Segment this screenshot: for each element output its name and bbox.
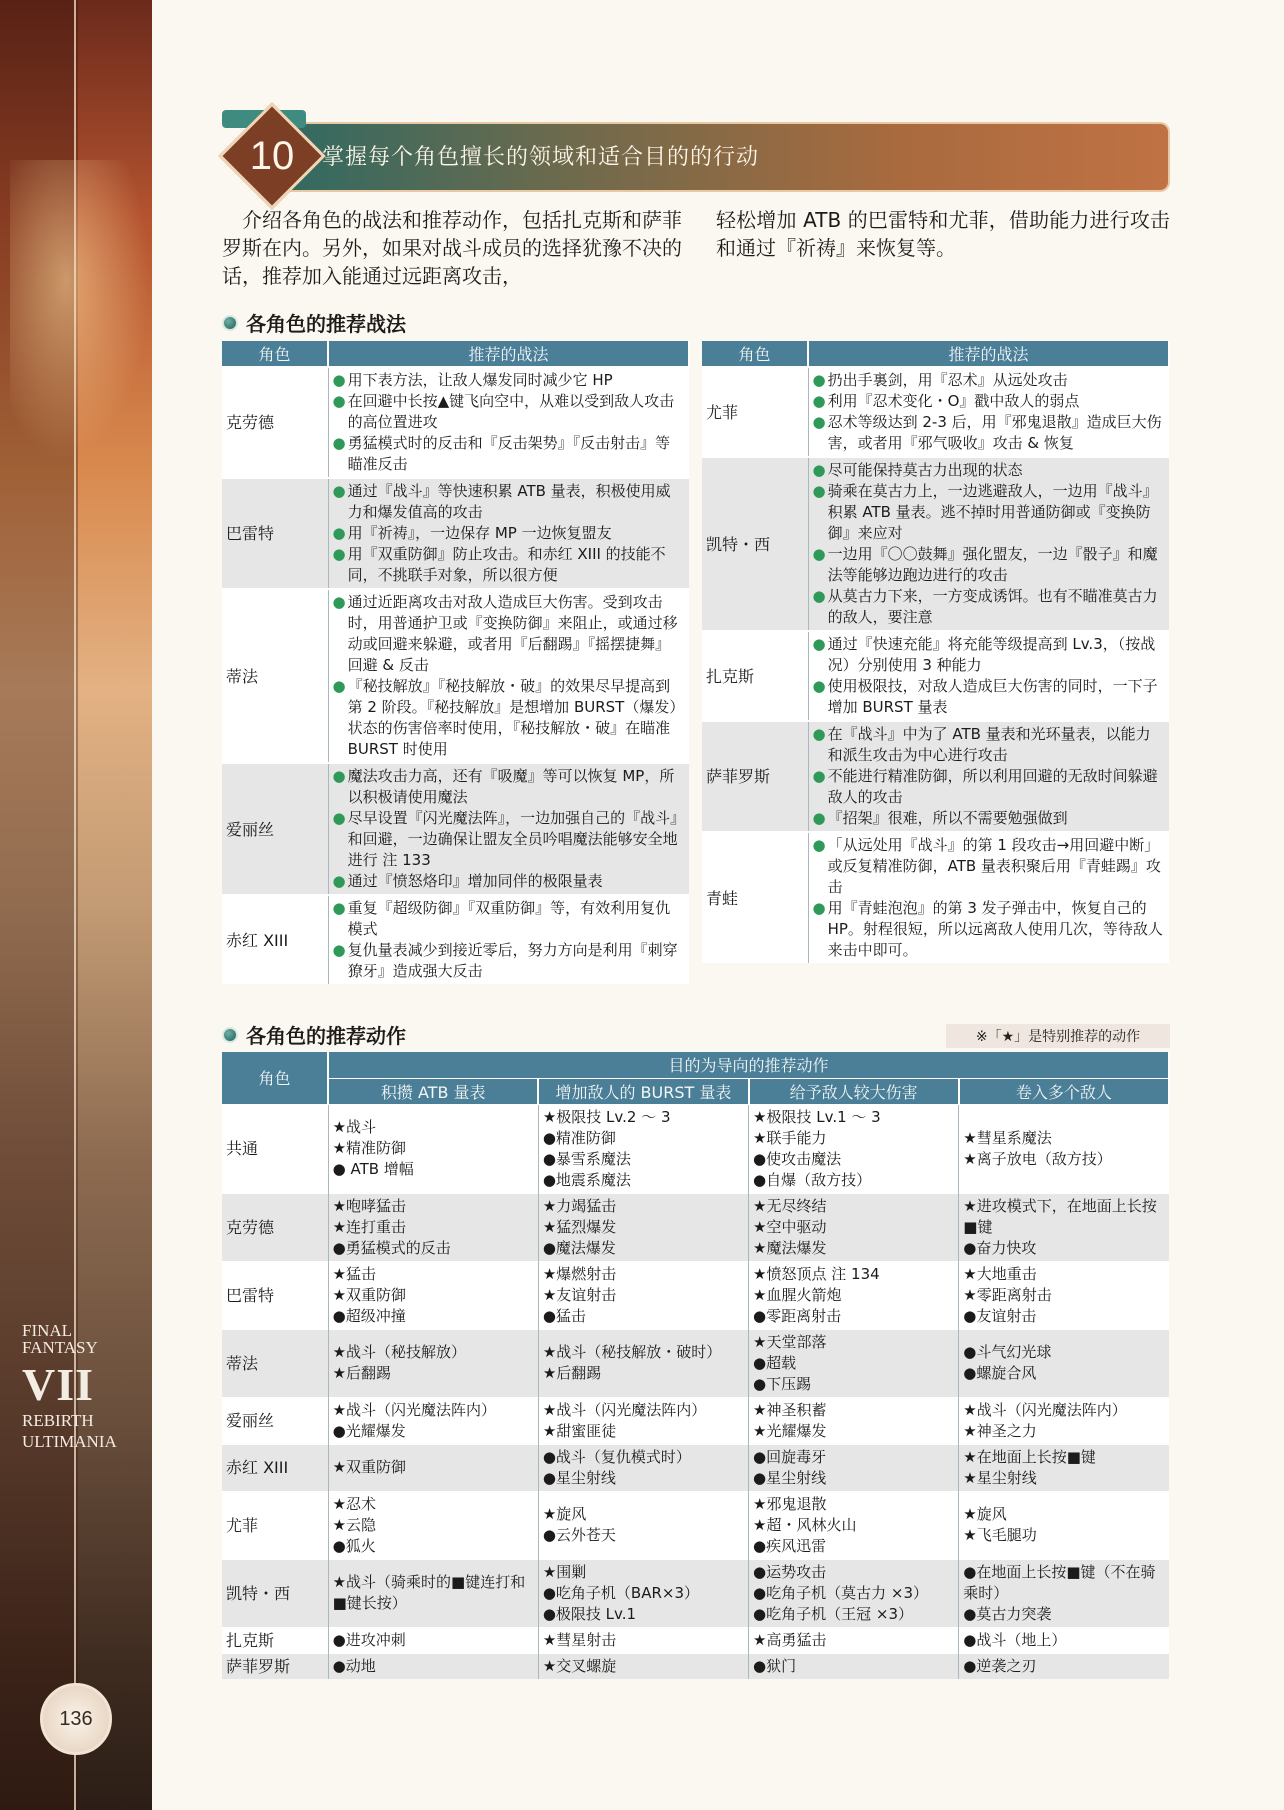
bullet-icon: ● [332, 434, 346, 452]
role-name: 克劳德 [222, 1193, 328, 1261]
bullet-icon: ● [812, 392, 826, 410]
action-cell: ★进攻模式下，在地面上长按■键 ●奋力快攻 [959, 1193, 1169, 1261]
action-cell: ●斗气幻光球 ●螺旋合风 [959, 1329, 1169, 1397]
tactic-item [813, 586, 1166, 628]
col-role: 角色 [222, 341, 328, 367]
table-row [702, 721, 1169, 832]
action-cell: ★忍术 ★云隐 ●狐火 [328, 1491, 538, 1559]
tactic-item [333, 676, 686, 760]
table-row [222, 367, 689, 478]
actions-heading-text: 各角色的推荐动作 [246, 1024, 406, 1048]
table-row [222, 1627, 1169, 1653]
tactic-text: 勇猛模式时的反击和『反击架势』『反击射击』等瞄准反击 [347, 434, 671, 473]
tactic-text: 复仇量表减少到接近零后，努力方向是利用『刺穿獠牙』造成强大反击 [347, 941, 678, 980]
tactic-text: 在『战斗』中为了 ATB 量表和光环量表，以能力和派生攻击为中心进行攻击 [827, 725, 1151, 764]
table-row [222, 895, 689, 984]
action-cell: ●逆袭之刃 [959, 1653, 1169, 1679]
action-cell: ●战斗（地上） [959, 1627, 1169, 1653]
bullet-icon: ● [332, 899, 346, 917]
action-cell: ★神圣积蓄 ★光耀爆发 [749, 1397, 959, 1444]
bullet-icon: ● [332, 593, 346, 611]
action-cell: ★高勇猛击 [749, 1627, 959, 1653]
action-cell: ★双重防御 [328, 1444, 538, 1491]
tactic-cell [328, 589, 689, 763]
section-number: 10 [249, 134, 295, 178]
bullet-icon: ● [332, 545, 346, 563]
bullet-icon [222, 315, 238, 331]
col-multi: 卷入多个敌人 [959, 1078, 1169, 1104]
bullet-icon: ● [332, 941, 346, 959]
role-name: 凯特・西 [702, 457, 808, 631]
role-name: 扎克斯 [222, 1627, 328, 1653]
action-cell: ★彗星系魔法 ★离子放电（敌方技） [959, 1104, 1169, 1193]
bullet-icon: ● [812, 809, 826, 827]
action-cell: ★战斗（秘技解放） ★后翻踢 [328, 1329, 538, 1397]
action-cell: ★旋风 ●云外苍天 [538, 1491, 748, 1559]
tactic-text: 从莫古力下来，一方变成诱饵。也有不瞄准莫古力的敌人，要注意 [827, 587, 1158, 626]
table-row [222, 1653, 1169, 1679]
actions-heading [222, 1020, 406, 1049]
tactic-cell [328, 367, 689, 478]
action-cell: ●在地面上长按■键（不在骑乘时） ●莫古力突袭 [959, 1559, 1169, 1627]
bullet-icon: ● [332, 371, 346, 389]
bullet-icon: ● [812, 587, 826, 605]
bullet-icon: ● [812, 899, 826, 917]
action-cell: ●进攻冲刺 [328, 1627, 538, 1653]
action-cell: ★猛击 ★双重防御 ●超级冲撞 [328, 1261, 538, 1329]
role-name: 共通 [222, 1104, 328, 1193]
role-name: 萨菲罗斯 [222, 1653, 328, 1679]
tactic-item [813, 898, 1166, 961]
col-burst: 增加敌人的 BURST 量表 [538, 1078, 748, 1104]
action-cell: ★战斗（闪光魔法阵内） ★神圣之力 [959, 1397, 1169, 1444]
action-cell: ★无尽终结 ★空中驱动 ★魔法爆发 [749, 1193, 959, 1261]
bullet-icon: ● [332, 524, 346, 542]
tactic-text: 扔出手裏剑，用『忍术』从远处攻击 [827, 371, 1068, 389]
tactic-text: 「从远处用『战斗』的第 1 段攻击→用回避中断」或反复精准防御，ATB 量表积聚后用『青蛙踢』攻击 [827, 836, 1161, 896]
bullet-icon: ● [332, 872, 346, 890]
bullet-icon: ● [812, 767, 826, 785]
tactic-item [813, 412, 1166, 454]
tactic-text: 通过『战斗』等快速积累 ATB 量表，积极使用威力和爆发值高的攻击 [347, 482, 671, 521]
role-name: 凯特・西 [222, 1559, 328, 1627]
bullet-icon: ● [332, 677, 346, 695]
role-name: 爱丽丝 [222, 1397, 328, 1444]
action-cell: ★在地面上长按■键 ★星尘射线 [959, 1444, 1169, 1491]
table-row [222, 1397, 1169, 1444]
col-role: 角色 [222, 1052, 328, 1104]
tactic-text: 用『双重防御』防止攻击。和赤红 XIII 的技能不同，不挑联手对象，所以很方便 [347, 545, 666, 584]
table-row [222, 763, 689, 895]
role-name: 赤红 XIII [222, 895, 328, 984]
role-name: 蒂法 [222, 589, 328, 763]
action-cell: ★战斗 ★精准防御 ● ATB 增幅 [328, 1104, 538, 1193]
bullet-icon: ● [332, 482, 346, 500]
action-cell: ●战斗（复仇模式时） ●星尘射线 [538, 1444, 748, 1491]
actions-table [222, 1052, 1170, 1679]
tactic-item [333, 871, 686, 892]
logo-line-1: FINAL FANTASY [22, 1321, 98, 1357]
role-name: 尤菲 [702, 367, 808, 457]
tactic-text: 尽可能保持莫古力出现的状态 [827, 461, 1023, 479]
tactic-cell [328, 895, 689, 984]
tactic-cell [808, 367, 1169, 457]
tactic-text: 忍术等级达到 2-3 后，用『邪鬼退散』造成巨大伤害，或者用『邪气吸收』攻击 & 恢复 [827, 413, 1162, 452]
action-cell: ●狱门 [749, 1653, 959, 1679]
page-number: 136 [40, 1683, 112, 1755]
action-cell: ★战斗（闪光魔法阵内） ●光耀爆发 [328, 1397, 538, 1444]
table-row [222, 1261, 1169, 1329]
tactic-cell [808, 832, 1169, 963]
tactic-text: 一边用『〇〇鼓舞』强化盟友，一边『骰子』和魔法等能够边跑边进行的攻击 [827, 545, 1158, 584]
table-row [222, 1491, 1169, 1559]
bullet-icon: ● [812, 677, 826, 695]
tactic-cell [328, 763, 689, 895]
tactic-item [813, 544, 1166, 586]
intro-left: 介绍各角色的战法和推荐动作，包括扎克斯和萨菲罗斯在内。另外，如果对战斗成员的选择犹豫不决的话，推荐加入能通过远距离攻击， [222, 208, 682, 288]
col-tactic: 推荐的战法 [328, 341, 689, 367]
tactic-item [333, 898, 686, 940]
role-name: 尤菲 [222, 1491, 328, 1559]
tactic-item [813, 724, 1166, 766]
role-name: 蒂法 [222, 1329, 328, 1397]
bullet-icon: ● [812, 482, 826, 500]
bullet-icon: ● [812, 413, 826, 431]
tactic-item [813, 481, 1166, 544]
tactic-text: 重复『超级防御』『双重防御』等，有效利用复仇模式 [347, 899, 671, 938]
role-name: 青蛙 [702, 832, 808, 963]
tactic-item [813, 391, 1166, 412]
table-row [222, 1104, 1169, 1193]
tactic-item [813, 835, 1166, 898]
tactic-item [333, 808, 686, 871]
tactic-item [333, 433, 686, 475]
tactic-cell [808, 457, 1169, 631]
tactic-item [813, 766, 1166, 808]
tactic-text: 用『祈祷』，一边保存 MP 一边恢复盟友 [347, 524, 612, 542]
tactics-table-right [702, 341, 1170, 963]
table-row [222, 1193, 1169, 1261]
tactic-text: 尽早设置『闪光魔法阵』，一边加强自己的『战斗』和回避，一边确保让盟友全员吟唱魔法能够安全地进行 注 133 [347, 809, 678, 869]
star-note: ※「★」是特别推荐的动作 [946, 1024, 1170, 1048]
table-row [222, 589, 689, 763]
bullet-icon: ● [812, 371, 826, 389]
action-cell: ★战斗（闪光魔法阵内） ★甜蜜匪徒 [538, 1397, 748, 1444]
col-damage: 给予敌人较大伤害 [749, 1078, 959, 1104]
action-cell: ★交叉螺旋 [538, 1653, 748, 1679]
action-cell: ★彗星射击 [538, 1627, 748, 1653]
decorative-sidebar [0, 0, 152, 1810]
tactic-text: 通过『快速充能』将充能等级提高到 Lv.3，（按战况）分别使用 3 种能力 [827, 635, 1156, 674]
intro-right: 轻松增加 ATB 的巴雷特和尤菲，借助能力进行攻击和通过『祈祷』来恢复等。 [716, 208, 1170, 260]
action-cell: ★极限技 Lv.2 ～ 3 ●精准防御 ●暴雪系魔法 ●地震系魔法 [538, 1104, 748, 1193]
col-role: 角色 [702, 341, 808, 367]
section-banner [222, 118, 1170, 198]
bullet-icon: ● [812, 836, 826, 854]
action-cell: ★围剿 ●吃角子机（BAR×3） ●极限技 Lv.1 [538, 1559, 748, 1627]
action-cell: ●动地 [328, 1653, 538, 1679]
logo-line-3: REBIRTH [22, 1411, 94, 1430]
action-cell: ★大地重击 ★零距离射击 ●友谊射击 [959, 1261, 1169, 1329]
tactic-item [333, 391, 686, 433]
action-cell: ★战斗（骑乘时的■键连打和■键长按） [328, 1559, 538, 1627]
tactic-text: 用『青蛙泡泡』的第 3 发子弹击中，恢复自己的 HP。射程很短，所以远离敌人使用几次，等待敌人来击中即可。 [827, 899, 1163, 959]
action-cell: ★邪鬼退散 ★超・风林火山 ●疾风迅雷 [749, 1491, 959, 1559]
action-cell: ★咆哮猛击 ★连打重击 ●勇猛模式的反击 [328, 1193, 538, 1261]
col-atb: 积攒 ATB 量表 [328, 1078, 538, 1104]
table-row [702, 367, 1169, 457]
table-row [222, 1444, 1169, 1491]
sidebar-line [74, 0, 76, 1810]
bullet-icon: ● [812, 635, 826, 653]
action-cell: ●运势攻击 ●吃角子机（莫古力 ×3） ●吃角子机（王冠 ×3） [749, 1559, 959, 1627]
tactic-cell [328, 478, 689, 589]
tactic-item [333, 766, 686, 808]
tactic-item [333, 370, 686, 391]
tactic-item [333, 544, 686, 586]
bullet-icon: ● [332, 809, 346, 827]
tactic-text: 利用『忍术变化・O』戳中敌人的弱点 [827, 392, 1080, 410]
role-name: 萨菲罗斯 [702, 721, 808, 832]
role-name: 克劳德 [222, 367, 328, 478]
tactic-item [333, 592, 686, 676]
action-cell: ★力竭猛击 ★猛烈爆发 ●魔法爆发 [538, 1193, 748, 1261]
tactic-item [813, 634, 1166, 676]
group-header: 目的为导向的推荐动作 [328, 1052, 1169, 1078]
tactic-item [333, 481, 686, 523]
tactic-text: 『秘技解放』『秘技解放・破』的效果尽早提高到第 2 阶段。『秘技解放』是想增加 BURST（爆发）状态的伤害倍率时使用，『秘技解放・破』在瞄准 BURST 时使用 [347, 677, 685, 758]
action-cell: ★旋风 ★飞毛腿功 [959, 1491, 1169, 1559]
action-cell: ★天堂部落 ●超载 ●下压踢 [749, 1329, 959, 1397]
role-name: 扎克斯 [702, 631, 808, 721]
tactic-text: 在回避中长按▲键飞向空中，从难以受到敌人攻击的高位置进攻 [347, 392, 675, 431]
bullet-icon [222, 1027, 238, 1043]
table-row [702, 631, 1169, 721]
tactic-item [813, 370, 1166, 391]
tactic-cell [808, 631, 1169, 721]
action-cell: ★极限技 Lv.1 ～ 3 ★联手能力 ●使攻击魔法 ●自爆（敌方技） [749, 1104, 959, 1193]
game-logo [22, 1322, 134, 1450]
tactic-text: 『招架』很难，所以不需要勉强做到 [827, 809, 1068, 827]
tactic-item [813, 676, 1166, 718]
table-row [222, 478, 689, 589]
sidebar-glow [10, 160, 150, 460]
tactic-text: 不能进行精准防御，所以利用回避的无敌时间躲避敌人的攻击 [827, 767, 1158, 806]
tactic-item [813, 808, 1166, 829]
col-tactic: 推荐的战法 [808, 341, 1169, 367]
table-row [702, 832, 1169, 963]
role-name: 巴雷特 [222, 1261, 328, 1329]
tactics-heading [222, 308, 406, 337]
tactic-text: 魔法攻击力高，还有『吸魔』等可以恢复 MP，所以积极请使用魔法 [347, 767, 675, 806]
bullet-icon: ● [332, 392, 346, 410]
tactics-heading-text: 各角色的推荐战法 [246, 312, 406, 336]
tactics-table-left [222, 341, 690, 984]
tactic-text: 使用极限技，对敌人造成巨大伤害的同时，一下子增加 BURST 量表 [827, 677, 1158, 716]
tactic-text: 通过『愤怒烙印』增加同伴的极限量表 [347, 872, 603, 890]
tactic-item [333, 940, 686, 982]
tactic-text: 骑乘在莫古力上，一边逃避敌人，一边用『战斗』积累 ATB 量表。逃不掉时用普通防御或『变换防御』来应对 [827, 482, 1158, 542]
tactic-text: 通过近距离攻击对敌人造成巨大伤害。受到攻击时，用普通护卫或『变换防御』来阻止，或通过移动或回避来躲避，或者用『后翻踢』『摇摆捷舞』回避 & 反击 [347, 593, 678, 674]
table-row [702, 457, 1169, 631]
role-name: 赤红 XIII [222, 1444, 328, 1491]
bullet-icon: ● [332, 767, 346, 785]
action-cell: ★爆燃射击 ★友谊射击 ●猛击 [538, 1261, 748, 1329]
tactic-text: 用下表方法，让敌人爆发同时减少它 HP [347, 371, 613, 389]
role-name: 爱丽丝 [222, 763, 328, 895]
table-row [222, 1559, 1169, 1627]
bullet-icon: ● [812, 545, 826, 563]
action-cell: ●回旋毒牙 ●星尘射线 [749, 1444, 959, 1491]
section-title: 掌握每个角色擅长的领域和适合目的的行动 [322, 145, 760, 170]
bullet-icon: ● [812, 461, 826, 479]
logo-line-4: ULTIMANIA [22, 1432, 117, 1451]
action-cell: ★战斗（秘技解放・破时） ★后翻踢 [538, 1329, 748, 1397]
logo-line-2: VII [22, 1359, 95, 1410]
role-name: 巴雷特 [222, 478, 328, 589]
bullet-icon: ● [812, 725, 826, 743]
table-row [222, 1329, 1169, 1397]
tactic-cell [808, 721, 1169, 832]
tactic-item [333, 523, 686, 544]
action-cell: ★愤怒顶点 注 134 ★血腥火箭炮 ●零距离射击 [749, 1261, 959, 1329]
tactic-item [813, 460, 1166, 481]
